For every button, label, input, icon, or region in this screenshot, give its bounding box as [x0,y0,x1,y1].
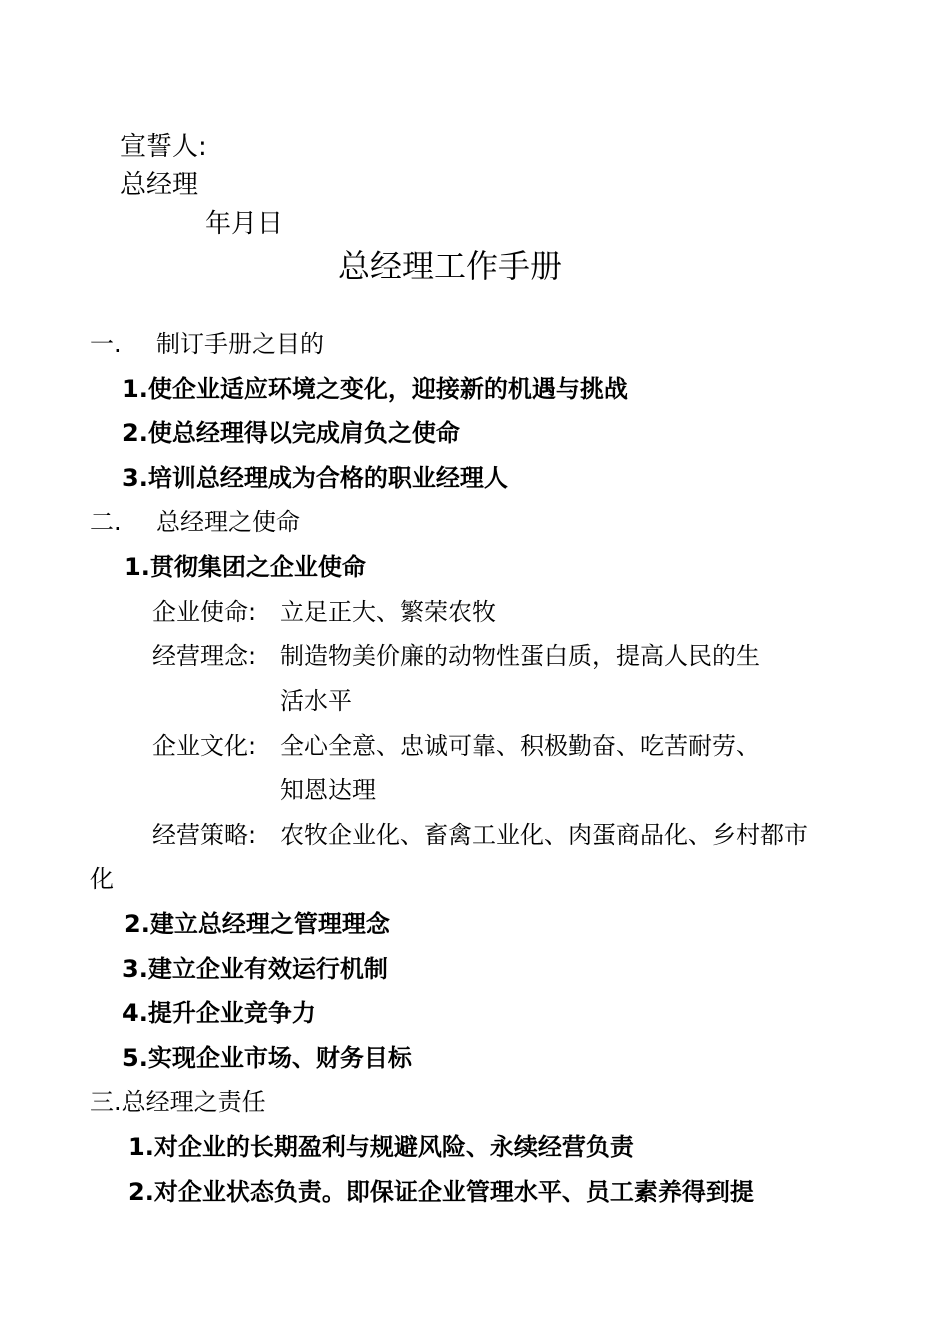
list-item: 2.对企业状态负责。即保证企业管理水平、员工素养得到提 [128,1178,754,1206]
date-label: 年月日 [205,209,284,239]
section-number: 三. [90,1088,122,1116]
detail-label: 企业使命: [152,598,257,626]
section-heading [90,329,324,359]
section-title: 总经理之使命 [156,508,300,536]
detail-value: 制造物美价廉的动物性蛋白质，提高人民的生 [280,642,760,670]
section-number: 二. [90,508,122,536]
detail-value: 农牧企业化、畜禽工业化、肉蛋商品化、乡村都市 [280,821,808,849]
section-heading [90,1087,266,1117]
section-title: 制订手册之目的 [156,330,324,358]
detail-value: 立足正大、繁荣农牧 [280,598,496,626]
section-number: 一. [90,330,122,358]
list-item: 1.对企业的长期盈利与规避风险、永续经营负责 [128,1133,634,1161]
list-item: 2.建立总经理之管理理念 [124,910,390,938]
detail-value: 全心全意、忠诚可靠、积极勤奋、吃苦耐劳、 [280,732,760,760]
list-item: 2.使总经理得以完成肩负之使命 [122,419,460,447]
detail-continuation: 活水平 [280,687,352,715]
detail-continuation: 知恩达理 [280,776,376,804]
detail-continuation: 化 [90,865,114,893]
detail-row [152,597,496,627]
detail-row [152,641,760,671]
detail-row [152,731,760,761]
detail-label: 经营理念: [152,642,257,670]
oath-label: 宣誓人: [120,132,207,162]
list-item: 3.培训总经理成为合格的职业经理人 [122,464,508,492]
detail-row [152,820,808,850]
list-item: 5.实现企业市场、财务目标 [122,1044,412,1072]
role-label: 总经理 [120,170,199,200]
detail-label: 经营策略: [152,821,257,849]
detail-label: 企业文化: [152,732,257,760]
list-item: 4.提升企业竞争力 [122,999,316,1027]
page-title: 总经理工作手册 [338,247,563,285]
list-item: 3.建立企业有效运行机制 [122,955,388,983]
section-heading [90,507,300,537]
list-item: 1.贯彻集团之企业使命 [124,553,366,581]
list-item: 1.使企业适应环境之变化，迎接新的机遇与挑战 [122,375,628,403]
section-title: 总经理之责任 [121,1088,266,1116]
